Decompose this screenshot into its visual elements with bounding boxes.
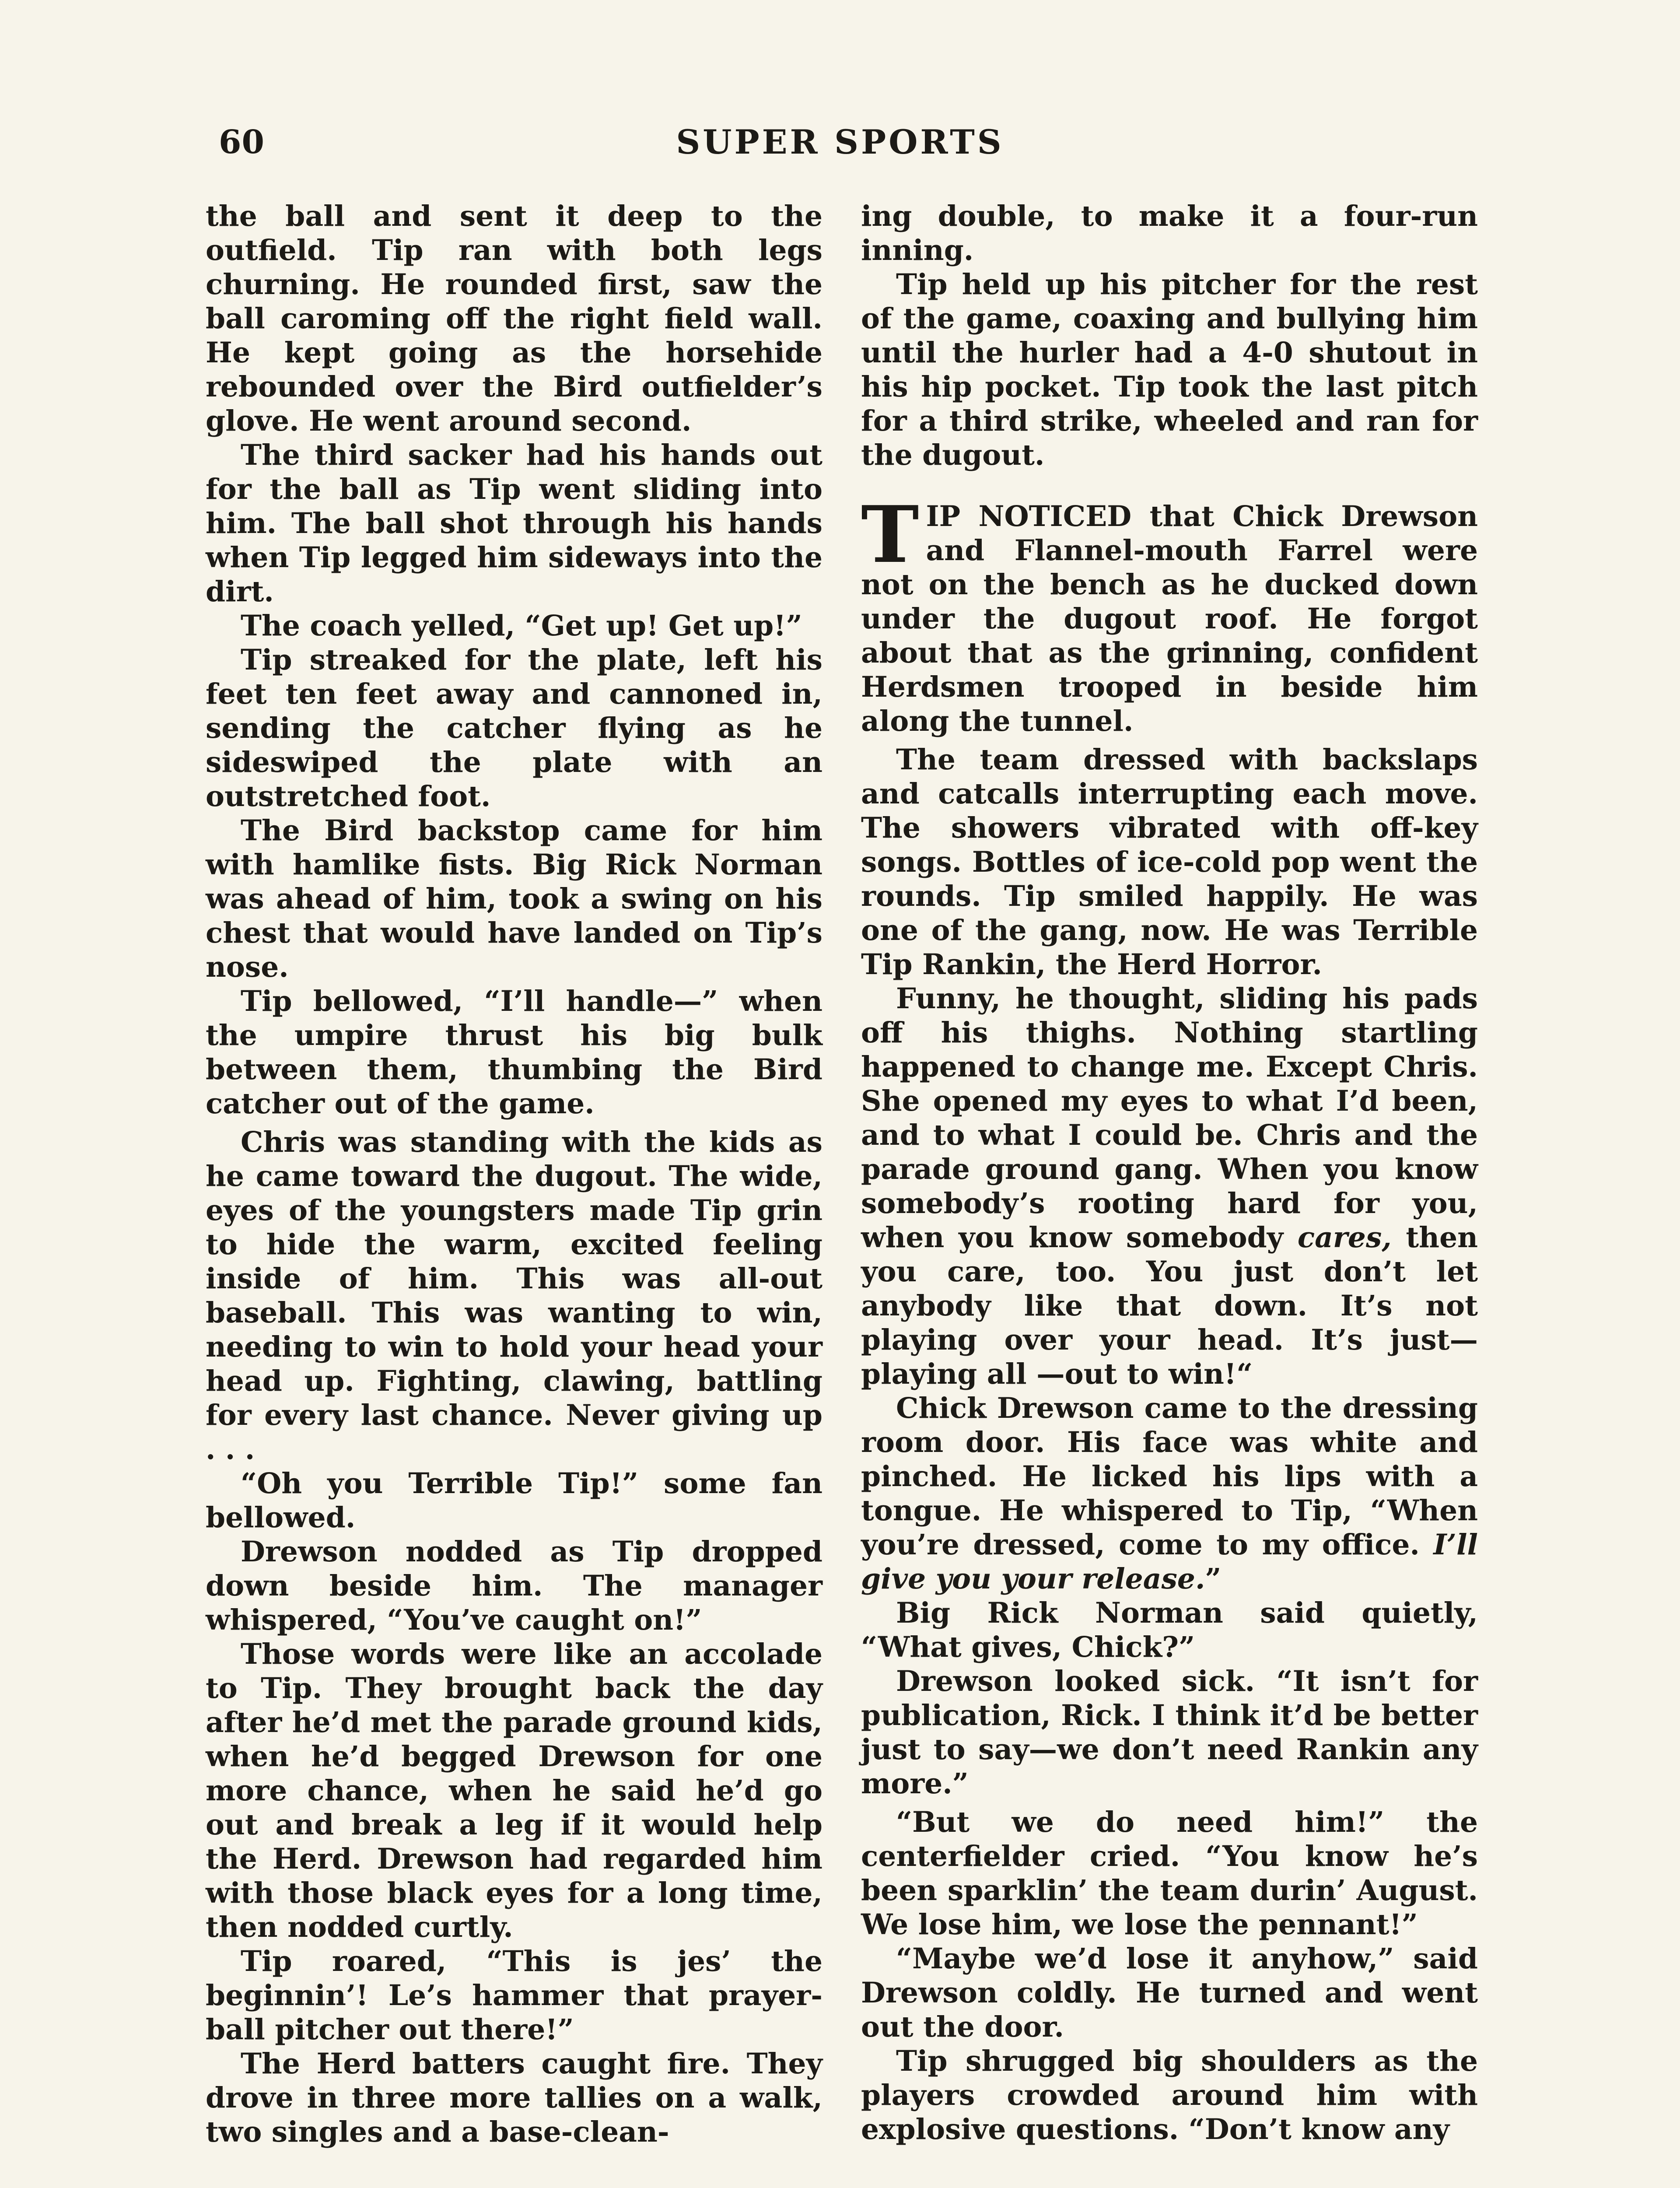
right-column	[861, 199, 1478, 2146]
emphasis-text: cares,	[1297, 1221, 1392, 1254]
paragraph: Drewson looked sick. “It isn’t for publication, Rick. I think it’d be better just to say—we don’t need Rankin any more.”	[861, 1665, 1478, 1800]
paragraph: Tip streaked for the plate, left his feet ten feet away and cannoned in, sending the catcher flying as he sideswiped the plate with an outstretched foot.	[206, 643, 822, 813]
paragraph	[861, 982, 1478, 1391]
paragraph: “Maybe we’d lose it anyhow,” said Drewson coldly. He turned and went out the door.	[861, 1942, 1478, 2044]
paragraph: “Oh you Terrible Tip!” some fan bellowed.	[206, 1467, 822, 1534]
paragraph: Drewson nodded as Tip dropped down beside him. The manager whispered, “You’ve caught on!”	[206, 1535, 822, 1637]
page-number: 60	[219, 123, 265, 161]
paragraph-text: then you care, too. You just don’t let anybody like that down. It’s not playing over your head. It’s just—playing all —out to win!“	[861, 1221, 1478, 1391]
paragraph: The coach yelled, “Get up! Get up!”	[241, 609, 802, 642]
paragraph: ing double, to make it a four-run inning.	[861, 200, 1478, 267]
paragraph: The third sacker had his hands out for the ball as Tip went sliding into him. The ball shot through his hands when Tip legged him sideways into the dirt.	[206, 438, 822, 608]
emphasis-text: I’ll give you your release.	[861, 1528, 1478, 1595]
paragraph-text: Funny, he thought, sliding his pads off his thighs. Nothing startling happened to change me. Except Chris. She opened my eyes to what I’d been, and to what I could be. Chris and the parade ground gang. When you know somebody’s rooting hard for you, when you know somebody	[861, 982, 1478, 1254]
paragraph: The team dressed with backslaps and catcalls interrupting each move. The showers vibrated with off-key songs. Bottles of ice-cold pop went the rounds. Tip smiled happily. He was one of the gang, now. He was Terrible Tip Rankin, the Herd Horror.	[861, 743, 1478, 981]
paragraph-text: ”	[1205, 1562, 1222, 1595]
paragraph: Chris was standing with the kids as he came toward the dugout. The wide, eyes of the youngsters made Tip grin to hide the warm, excited feeling inside of him. This was all-out baseball. This was wanting to win, needing to win to hold your head your head up. Fighting, clawing, battling for every last chance. Never giving up . . .	[206, 1126, 822, 1466]
paragraph	[861, 1391, 1478, 1596]
paragraph: Tip shrugged big shoulders as the players crowded around him with explosive questions. “Don’t know any	[861, 2044, 1478, 2146]
left-column	[206, 199, 822, 2149]
paragraph: “But we do need him!” the centerfielder cried. “You know he’s been sparklin’ the team durin’ August. We lose him, we lose the pennant!”	[861, 1806, 1478, 1941]
drop-cap: T	[861, 489, 919, 580]
paragraph: Big Rick Norman said quietly, “What gives, Chick?”	[861, 1596, 1478, 1664]
paragraph: Those words were like an accolade to Tip. They brought back the day after he’d met the parade ground kids, when he’d begged Drewson for one more chance, when he said he’d go out and break a leg if it would help the Herd. Drewson had regarded him with those black eyes for a long time, then nodded curtly.	[206, 1637, 822, 1944]
section-start-paragraph	[861, 489, 1478, 738]
paragraph: The Bird backstop came for him with hamlike fists. Big Rick Norman was ahead of him, took a swing on his chest that would have landed on Tip’s nose.	[206, 814, 822, 984]
paragraph: the ball and sent it deep to the outfield. Tip ran with both legs churning. He rounded first, saw the ball caroming off the right field wall. He kept going as the horsehide rebounded over the Bird outfielder’s glove. He went around second.	[206, 200, 822, 438]
paragraph-text: Chick Drewson came to the dressing room door. His face was white and pinched. He licked his lips with a tongue. He whispered to Tip, “When you’re dressed, come to my office.	[861, 1392, 1478, 1561]
paragraph: The Herd batters caught fire. They drove in three more tallies on a walk, two singles and a base-clean-	[206, 2047, 822, 2149]
running-head: SUPER SPORTS	[676, 123, 1004, 161]
paragraph: Tip held up his pitcher for the rest of the game, coaxing and bullying him until the hurler had a 4-0 shutout in his hip pocket. Tip took the last pitch for a third strike, wheeled and ran for the dugout.	[861, 268, 1478, 472]
paragraph: Tip bellowed, “I’ll handle—” when the umpire thrust his big bulk between them, thumbing the Bird catcher out of the game.	[206, 985, 822, 1120]
paragraph-text: IP NOTICED that Chick Drewson and Flannel-mouth Farrel were not on the bench as he ducked down under the dugout roof. He forgot about that as the grinning, confident Herdsmen trooped in beside him along the tunnel.	[861, 500, 1478, 738]
paragraph: Tip roared, “This is jes’ the beginnin’! Le’s hammer that prayer-ball pitcher out there!”	[206, 1945, 822, 2046]
